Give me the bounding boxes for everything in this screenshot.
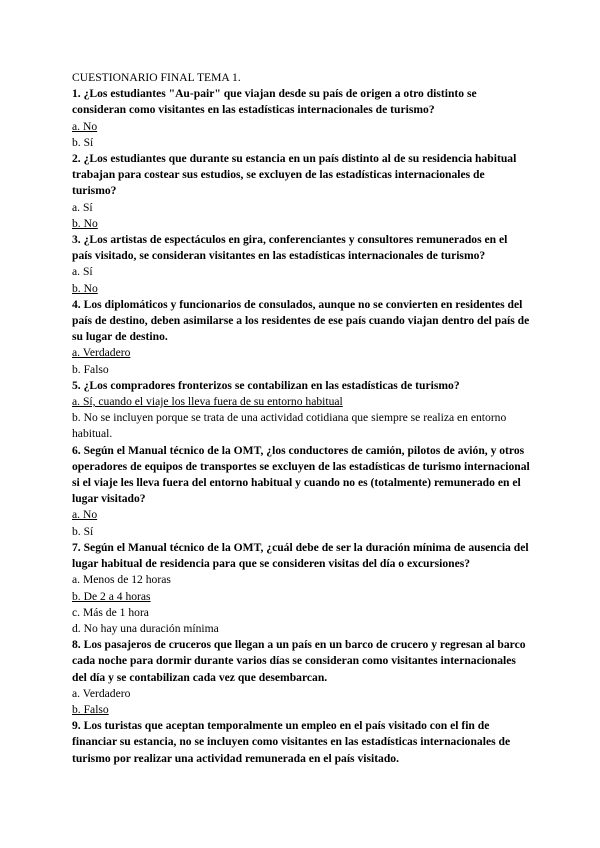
answer-option: a. Sí [72, 200, 93, 214]
answer-option-correct: b. No [72, 216, 98, 230]
answer-option: c. Más de 1 hora [72, 605, 149, 619]
question-text: 4. Los diplomáticos y funcionarios de consulados, aunque no se convierten en residentes del país de destino, deben asimilarse a los residentes de ese país cuando viajan dentro del país de su lugar de destino. [72, 297, 530, 344]
document-page [72, 70, 530, 767]
answer-option-correct: a. Sí, cuando el viaje los lleva fuera de su entorno habitual [72, 395, 343, 409]
question-text: 7. Según el Manual técnico de la OMT, ¿cuál debe de ser la duración mínima de ausencia del lugar habitual de residencia para que se consideren visitas del día o excursiones? [72, 540, 529, 571]
question-block [72, 86, 530, 151]
question-block [72, 443, 530, 540]
question-block [72, 151, 530, 232]
question-block [72, 718, 530, 767]
answer-option-correct: b. No [72, 281, 98, 295]
answer-option: b. Sí [72, 135, 94, 149]
answer-option-correct: a. No [72, 508, 98, 522]
answer-option: b. No se incluyen porque se trata de una actividad cotidiana que siempre se realiza en entorno habitual. [72, 411, 507, 441]
answer-option-correct: b. Falso [72, 702, 109, 716]
answer-option-correct: a. No [72, 119, 98, 133]
answer-option: a. Verdadero [72, 686, 131, 700]
question-text: 2. ¿Los estudiantes que durante su estancia en un país distinto al de su residencia habitual trabajan para costear sus estudios, se excluyen de las estadísticas internacionales de turismo? [72, 152, 517, 198]
question-block [72, 232, 530, 297]
question-list [72, 86, 530, 767]
document-title: CUESTIONARIO FINAL TEMA 1. [72, 71, 241, 84]
question-block [72, 637, 530, 718]
question-text: 3. ¿Los artistas de espectáculos en gira, conferenciantes y consultores remunerados en el país visitado, se consideran visitantes en las estadísticas internacionales de turismo? [72, 233, 508, 263]
question-block [72, 378, 530, 443]
answer-option: d. No hay una duración mínima [72, 621, 219, 635]
question-text: 5. ¿Los compradores fronterizos se contabilizan en las estadísticas de turismo? [72, 378, 460, 392]
question-text: 1. ¿Los estudiantes "Au-pair" que viajan desde su país de origen a otro distinto se consideran como visitantes en las estadísticas internacionales de turismo? [72, 87, 477, 117]
question-text: 9. Los turistas que aceptan temporalmente un empleo en el país visitado con el fin de financiar su estancia, no se incluyen como visitantes en las estadísticas internacionales de turismo por realizar una actividad remunerada en el país visitado. [72, 719, 511, 765]
answer-option: a. Sí [72, 265, 93, 279]
answer-option: b. Sí [72, 524, 94, 538]
answer-option-correct: b. De 2 a 4 horas [72, 589, 151, 603]
answer-option: a. Menos de 12 horas [72, 573, 171, 587]
question-text: 8. Los pasajeros de cruceros que llegan a un país en un barco de crucero y regresan al barco cada noche para dormir durante varios días se consideran como visitantes internacionales del día y se contabilizan cada vez que desembarcan. [72, 638, 526, 684]
question-block [72, 297, 530, 378]
question-block [72, 540, 530, 637]
answer-option-correct: a. Verdadero [72, 346, 131, 360]
question-text: 6. Según el Manual técnico de la OMT, ¿los conductores de camión, pilotos de avión, y otros operadores de equipos de transportes se excluyen de las estadísticas de turismo internacional si el viaje les lleva fuera del entorno habitual y cuando no es (totalmente) remunerado en el lugar visitado? [72, 443, 530, 506]
answer-option: b. Falso [72, 362, 109, 376]
